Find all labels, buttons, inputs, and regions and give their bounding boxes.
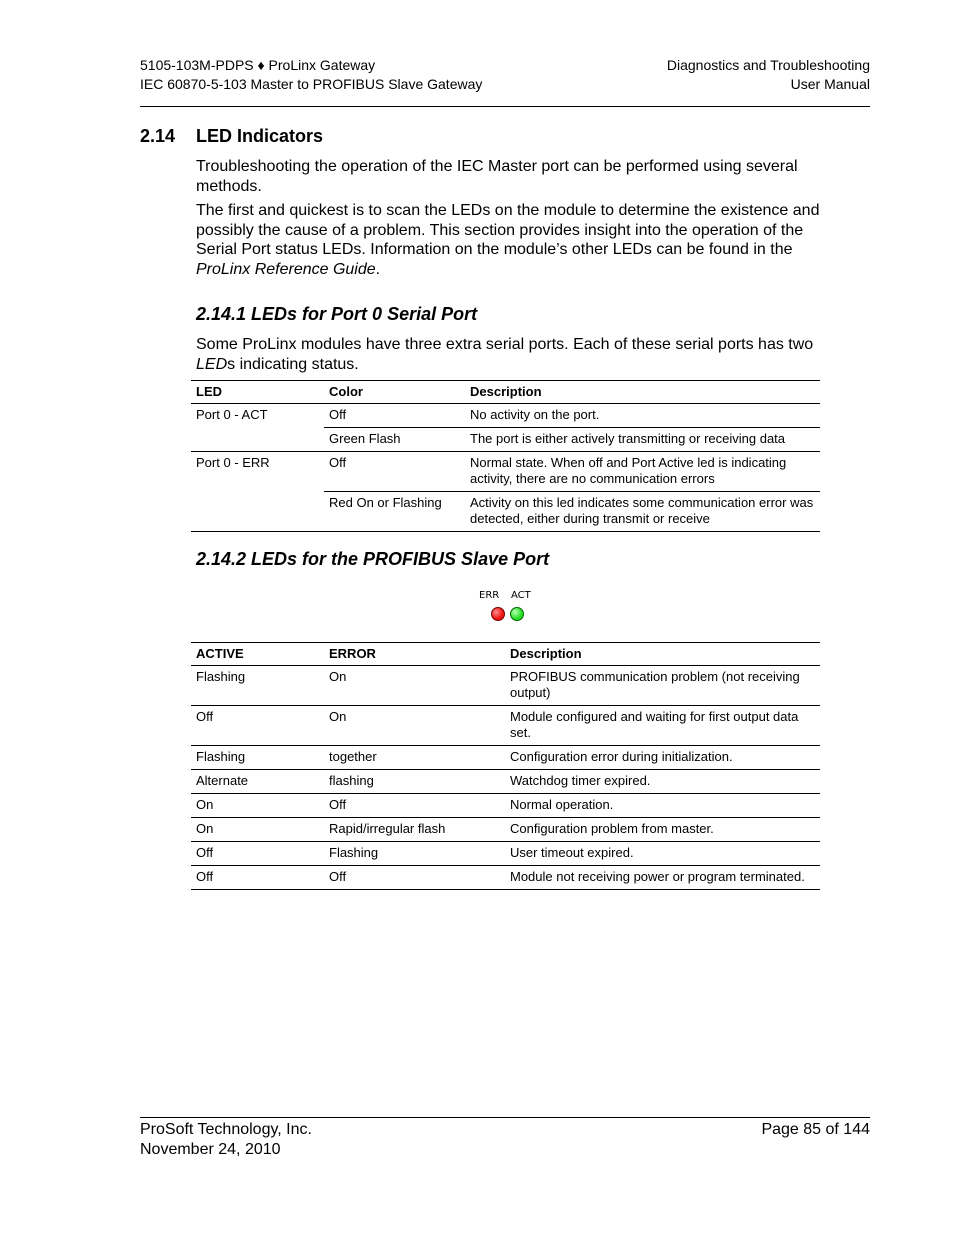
table-cell: Off bbox=[324, 794, 505, 818]
table-cell: together bbox=[324, 746, 505, 770]
table-cell: Normal operation. bbox=[505, 794, 820, 818]
table-cell: On bbox=[191, 818, 324, 842]
table-row bbox=[191, 746, 820, 770]
subsection-2-heading: 2.14.2 LEDs for the PROFIBUS Slave Port bbox=[196, 549, 550, 569]
para2-text: The first and quickest is to scan the LEDs on the module to determine the existence and possibly the cause of a problem. This section provides insight into the operation of the Serial Port status LEDs. Information on the module’s other LEDs can be found in the bbox=[196, 202, 820, 258]
led-indicator-image bbox=[478, 590, 538, 624]
sub1-para-end: s indicating status. bbox=[227, 355, 359, 373]
table-cell: Off bbox=[191, 866, 324, 890]
table-header-row bbox=[191, 381, 820, 404]
para2-end: . bbox=[375, 260, 381, 278]
header-right bbox=[667, 56, 870, 94]
table-cell: The port is either actively transmitting or receiving data bbox=[465, 428, 820, 452]
table-row bbox=[191, 666, 820, 706]
footer-date: November 24, 2010 bbox=[140, 1140, 281, 1158]
table-cell: Flashing bbox=[191, 746, 324, 770]
profibus-led-table bbox=[191, 642, 820, 890]
table-cell: Normal state. When off and Port Active led is indicating activity, there are no communication errors bbox=[465, 452, 820, 492]
table-cell: On bbox=[324, 706, 505, 746]
footer-left bbox=[140, 1120, 312, 1159]
port0-led-table bbox=[191, 380, 820, 532]
section-title: LED Indicators bbox=[196, 126, 324, 146]
table-header-row bbox=[191, 643, 820, 666]
table-cell: Module configured and waiting for first output data set. bbox=[505, 706, 820, 746]
table-cell: On bbox=[324, 666, 505, 706]
column-header-color: Color bbox=[324, 381, 465, 404]
table-row bbox=[191, 842, 820, 866]
column-header-description: Description bbox=[505, 643, 820, 666]
table-cell: Flashing bbox=[324, 842, 505, 866]
table-cell: Off bbox=[324, 404, 465, 428]
table-cell: Configuration problem from master. bbox=[505, 818, 820, 842]
table-cell: User timeout expired. bbox=[505, 842, 820, 866]
table-cell: Flashing bbox=[191, 666, 324, 706]
section-heading bbox=[140, 126, 323, 147]
page-footer bbox=[140, 1117, 870, 1158]
table-cell: Red On or Flashing bbox=[324, 492, 465, 532]
table-cell: Off bbox=[191, 706, 324, 746]
header-chapter: Diagnostics and Troubleshooting bbox=[666, 57, 870, 73]
table-row bbox=[191, 452, 820, 492]
subsection-1-heading: 2.14.1 LEDs for Port 0 Serial Port bbox=[196, 304, 478, 324]
act-led-label: ACT bbox=[511, 590, 531, 601]
table-cell: flashing bbox=[324, 770, 505, 794]
table-cell: Port 0 - ERR bbox=[196, 455, 270, 470]
page-header bbox=[140, 56, 870, 107]
table-cell: Green Flash bbox=[324, 428, 465, 452]
header-doc-title: IEC 60870-5-103 Master to PROFIBUS Slave Gateway bbox=[140, 76, 483, 92]
subsection-1-paragraph bbox=[196, 335, 820, 374]
column-header-error: ERROR bbox=[324, 643, 505, 666]
table-row bbox=[191, 428, 820, 452]
sub1-para-text: Some ProLinx modules have three extra serial ports. Each of these serial ports has two bbox=[196, 336, 814, 353]
table-cell bbox=[191, 492, 324, 532]
table-cell: Watchdog timer expired. bbox=[505, 770, 820, 794]
header-doc-id: 5105-103M-PDPS ♦ ProLinx Gateway bbox=[140, 57, 376, 73]
table-row bbox=[191, 770, 820, 794]
table-cell: Off bbox=[191, 842, 324, 866]
column-header-description: Description bbox=[465, 381, 820, 404]
table-row bbox=[191, 492, 820, 532]
table-cell: Activity on this led indicates some communication error was detected, either during transmit or receive bbox=[465, 492, 820, 532]
footer-company: ProSoft Technology, Inc. bbox=[140, 1121, 312, 1138]
footer-page-number: Page 85 of 144 bbox=[761, 1121, 870, 1138]
table-row bbox=[191, 404, 820, 428]
table-row bbox=[191, 866, 820, 890]
sub1-para-italic: LED bbox=[196, 355, 228, 373]
column-header-led: LED bbox=[191, 381, 324, 404]
section-paragraph-2 bbox=[196, 201, 820, 279]
table-cell: PROFIBUS communication problem (not receiving output) bbox=[505, 666, 820, 706]
table-cell: Port 0 - ACT bbox=[196, 407, 268, 422]
table-cell: Configuration error during initialization. bbox=[505, 746, 820, 770]
table-cell: No activity on the port. bbox=[465, 404, 820, 428]
column-header-active: ACTIVE bbox=[191, 643, 324, 666]
table-row bbox=[191, 794, 820, 818]
table-cell: On bbox=[191, 794, 324, 818]
red-led-icon bbox=[491, 607, 505, 621]
table-row bbox=[191, 818, 820, 842]
table-cell: Off bbox=[324, 452, 465, 492]
table-cell: Off bbox=[324, 866, 505, 890]
table-row bbox=[191, 706, 820, 746]
table-cell: Rapid/irregular flash bbox=[324, 818, 505, 842]
table-cell: Alternate bbox=[191, 770, 324, 794]
section-number: 2.14 bbox=[140, 126, 176, 146]
header-left bbox=[140, 56, 482, 94]
err-led-label: ERR bbox=[479, 590, 500, 601]
header-manual: User Manual bbox=[790, 76, 870, 92]
green-led-icon bbox=[510, 607, 524, 621]
table-cell bbox=[191, 428, 324, 452]
table-cell: Module not receiving power or program terminated. bbox=[505, 866, 820, 890]
section-paragraph-1: Troubleshooting the operation of the IEC Master port can be performed using several methods. bbox=[196, 158, 798, 195]
reference-guide-title: ProLinx Reference Guide bbox=[196, 260, 376, 278]
